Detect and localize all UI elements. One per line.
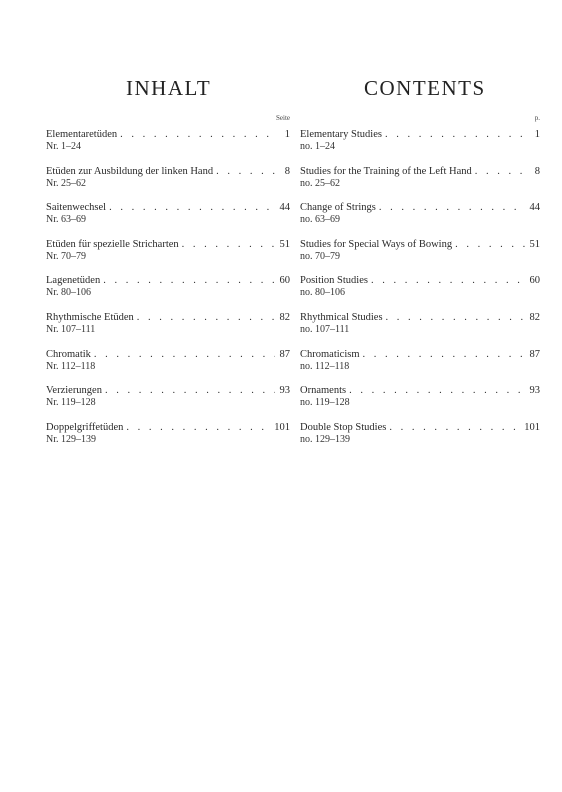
toc-entry-range: Nr. 112–118 xyxy=(46,360,96,372)
toc-entry-range: no. 107–111 xyxy=(300,323,350,335)
toc-entry-page: 8 xyxy=(284,165,290,177)
toc-entry-range: no. 112–118 xyxy=(300,360,350,372)
dot-leader xyxy=(120,128,275,141)
dot-leader xyxy=(126,421,271,434)
contents-entries xyxy=(300,128,540,457)
inhalt-entries xyxy=(46,128,290,457)
toc-entry-chromatik xyxy=(46,348,290,385)
toc-entry-page: 1 xyxy=(284,129,290,140)
dot-leader xyxy=(363,348,526,361)
toc-entry-page: 51 xyxy=(279,238,290,250)
toc-entry-doppelgriff xyxy=(46,421,290,458)
dot-leader xyxy=(371,274,525,287)
toc-entry-title: Verzierungen xyxy=(46,385,102,397)
toc-entry-chromaticism xyxy=(300,348,540,385)
toc-entry-rhythmische xyxy=(46,311,290,348)
toc-entry-elementaretueden xyxy=(46,128,290,165)
toc-entry-page: 101 xyxy=(524,421,540,433)
dot-leader xyxy=(385,128,525,141)
toc-entry-title: Chromatik xyxy=(46,348,91,360)
toc-entry-bowing xyxy=(300,238,540,275)
dot-leader xyxy=(475,165,525,178)
toc-entry-range: no. 80–106 xyxy=(300,287,345,299)
toc-entry-stricharten xyxy=(46,238,290,275)
toc-entry-page: 51 xyxy=(529,238,540,250)
toc-entry-range: no. 1–24 xyxy=(300,141,335,152)
toc-entry-saitenwechsel xyxy=(46,201,290,238)
toc-entry-page: 87 xyxy=(529,348,540,360)
toc-entry-position xyxy=(300,274,540,311)
toc-entry-page: 101 xyxy=(274,421,290,433)
toc-entry-page: 82 xyxy=(529,311,540,323)
toc-entry-range: no. 119–128 xyxy=(300,397,350,409)
toc-entry-change-of-strings xyxy=(300,201,540,238)
dot-leader xyxy=(455,238,525,251)
toc-entry-title: Etüden zur Ausbildung der linken Hand xyxy=(46,165,214,177)
toc-entry-range: Nr. 119–128 xyxy=(46,397,96,409)
dot-leader xyxy=(109,201,275,214)
dot-leader xyxy=(137,311,275,324)
toc-entry-range: Nr. 70–79 xyxy=(46,250,86,262)
toc-entry-range: no. 129–139 xyxy=(300,433,350,445)
toc-entry-title: Rhythmische Etüden xyxy=(46,311,134,323)
toc-entry-ornaments xyxy=(300,384,540,421)
toc-entry-title: Elementaretüden xyxy=(46,129,118,140)
toc-entry-page: 8 xyxy=(534,165,540,177)
toc-entry-range: no. 63–69 xyxy=(300,214,340,226)
toc-entry-range: Nr. 63–69 xyxy=(46,214,86,226)
toc-entry-title: Double Stop Studies xyxy=(300,421,387,433)
toc-entry-title: Etüden für spezielle Stricharten xyxy=(46,238,179,250)
toc-entry-title: Studies for the Training of the Left Hand xyxy=(300,165,472,177)
toc-entry-title: Ornaments xyxy=(300,385,347,397)
toc-entry-page: 82 xyxy=(279,311,290,323)
dot-leader xyxy=(389,421,521,434)
toc-entry-page: 44 xyxy=(279,202,290,214)
dot-leader xyxy=(94,348,275,361)
toc-entry-range: Nr. 107–111 xyxy=(46,323,96,335)
toc-entry-title: Position Studies xyxy=(300,275,368,287)
toc-entry-range: Nr. 25–62 xyxy=(46,177,86,189)
toc-entry-page: 60 xyxy=(529,275,540,287)
toc-entry-range: no. 70–79 xyxy=(300,250,340,262)
toc-entry-lagenetueden xyxy=(46,274,290,311)
dot-leader xyxy=(103,274,275,287)
inhalt-page-label: Seite xyxy=(276,114,290,122)
toc-entry-range: Nr. 1–24 xyxy=(46,141,81,152)
dot-leader xyxy=(182,238,275,251)
toc-entry-page: 87 xyxy=(279,348,290,360)
toc-entry-page: 60 xyxy=(279,275,290,287)
toc-entry-range: Nr. 129–139 xyxy=(46,433,96,445)
dot-leader xyxy=(105,384,275,397)
toc-entry-title: Saitenwechsel xyxy=(46,202,107,214)
toc-entry-page: 93 xyxy=(529,385,540,397)
toc-entry-range: Nr. 80–106 xyxy=(46,287,91,299)
toc-entry-page: 1 xyxy=(534,129,540,140)
toc-entry-title: Studies for Special Ways of Bowing xyxy=(300,238,453,250)
toc-entry-page: 44 xyxy=(529,202,540,214)
toc-entry-verzierungen xyxy=(46,384,290,421)
dot-leader xyxy=(349,384,525,397)
toc-entry-title: Rhythmical Studies xyxy=(300,311,383,323)
dot-leader xyxy=(379,201,525,214)
toc-entry-range: no. 25–62 xyxy=(300,177,340,189)
toc-entry-title: Elementary Studies xyxy=(300,129,382,140)
toc-entry-title: Change of Strings xyxy=(300,202,376,214)
toc-entry-title: Doppelgriffetüden xyxy=(46,421,124,433)
contents-page-label: p. xyxy=(534,114,540,122)
toc-entry-linke-hand xyxy=(46,165,290,202)
toc-entry-title: Chromaticism xyxy=(300,348,360,360)
toc-entry-elementary xyxy=(300,128,540,165)
toc-entry-double-stop xyxy=(300,421,540,458)
dot-leader xyxy=(386,311,525,324)
contents-heading: CONTENTS xyxy=(364,76,486,100)
toc-entry-page: 93 xyxy=(279,385,290,397)
inhalt-heading: INHALT xyxy=(126,76,212,100)
toc-entry-rhythmical xyxy=(300,311,540,348)
toc-entry-left-hand xyxy=(300,165,540,202)
dot-leader xyxy=(216,165,275,178)
toc-entry-title: Lagenetüden xyxy=(46,275,101,287)
